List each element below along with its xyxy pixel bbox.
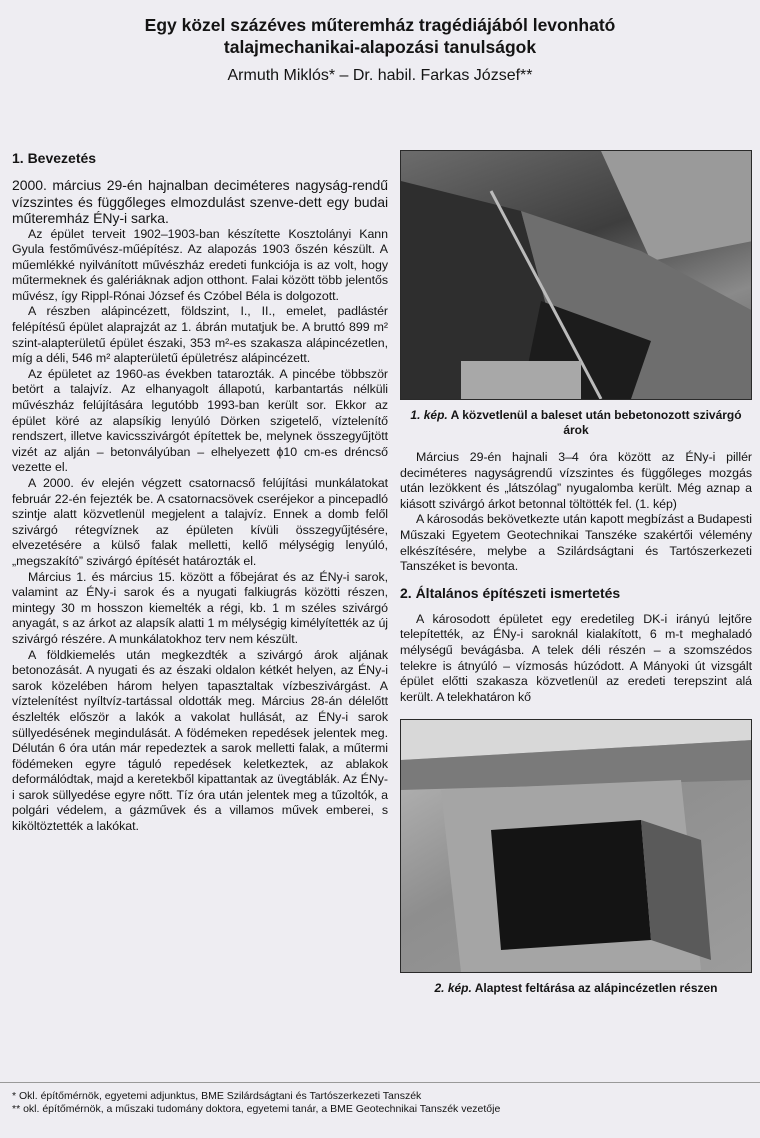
figure-2-caption bbox=[400, 981, 752, 996]
paragraph: A 2000. év elején végzett csatornacső felújítási munkálatokat február 22-én fejezték be. A csatornacsövek cseréjekor a pincepadló szintje alatt közvetlenül megjelent a talajvíz. Ennek a domb felől szivárgó rétegvíznek az épületen kívüli összegyűjtésére, elvezetésére a külső falak melletti, kellő mélységig lenyúló, „megszakító” szivárgó építését határozták el. bbox=[12, 476, 388, 568]
article-title bbox=[0, 14, 760, 58]
figure-1-photo bbox=[400, 150, 752, 400]
left-column bbox=[12, 150, 388, 835]
figure-1-number: 1. kép. bbox=[410, 408, 448, 422]
authors: Armuth Miklós* – Dr. habil. Farkas József** bbox=[227, 67, 533, 84]
footnotes bbox=[12, 1090, 752, 1116]
figure-1-caption bbox=[400, 408, 752, 438]
figure-2-number: 2. kép. bbox=[434, 981, 472, 996]
footnote-divider bbox=[0, 1082, 760, 1083]
right-column bbox=[400, 150, 752, 1008]
figure-2-caption-text: Alaptest feltárása az alápincézetlen részen bbox=[474, 981, 718, 996]
paragraph: Az épületet az 1960-as években tatarozták. A pincébe többször betört a talajvíz. Az elhanyagolt állapotú, karbantartás nélküli művészház felújítására legutóbb 1993-ban került sor. Ekkor az épület köré az alapsíkig lenyúló Dörken szigetelő, víztelenítő rendszert, illetve kavicsszivárgót építettek be, melynek összegyűjtött vizét az alján – betonvályúban – elhelyezett ϕ10 cm-es dréncső vezette el. bbox=[12, 366, 388, 475]
paragraph: A károsodás bekövetkezte után kapott megbízást a Budapesti Műszaki Egyetem Geotechnikai Tanszéke szakértői vélemény elkészítésére, melybe a Szilárdságtani és Tartószerkezeti Tanszéket is bevonta. bbox=[400, 512, 752, 574]
paragraph: A földkiemelés után megkezdték a szivárgó árok aljának betonozását. A nyugati és az északi oldalon kétkét helyen, az ÉNy-i sarok közelében három helyen tapasztaltak vízbeszivárgást. A víztelenítést nyíltvíz-tartással oldották meg. Március 28-án délelőtt észlelték először a lakók a vakolat hullását, az ÉNy-i sarok süllyedésének megindulását. A födémeken repedések jelentek meg. Délután 6 óra után már repedeztek a sarok melletti falak, a műtermi födémeken egyre táguló repedések keletkeztek, az ablakok deformálódtak, majd a keretekből kipattantak az üvegtáblák. Az ÉNy-i sarok süllyedése egyre nőtt. Tíz óra után jelentek meg a tűzoltók, a polgári védelem, a gázművek és a villamos művek emberei, s kiköltöztették a lakókat. bbox=[12, 647, 388, 834]
paragraph: Március 1. és március 15. között a főbejárat és az ÉNy-i sarok, valamint az ÉNy-i sarok és a nyugati falkiugrás közötti részen, mintegy 30 m hosszon kiemelték a régi, kb. 1 m széles szivárgó anyagát, s az árkot az alapsík alatti 1 m mélységig kimélyítették az új szivárgó részére. A munkálatokhoz terv nem készült. bbox=[12, 569, 388, 646]
footnote-2: ** okl. építőmérnök, a műszaki tudomány doktora, egyetemi tanár, a BME Geotechnikai Tanszék vezetője bbox=[12, 1103, 501, 1115]
figure-1-image bbox=[401, 151, 752, 399]
section-heading-general: 2. Általános építészeti ismertetés bbox=[400, 584, 621, 601]
figure-2-photo bbox=[400, 719, 752, 973]
paragraph: Március 29-én hajnali 3–4 óra között az ÉNy-i pillér deciméteres nagyságrendű vízszintes és függőleges mozgás után lezökkent és „látszólag” nyugalomba került. Még aznap a kiásott szivárgó árkot betonnal töltötték fel. (1. kép) bbox=[400, 450, 752, 511]
section-heading-intro: 1. Bevezetés bbox=[12, 150, 97, 166]
figure-2-image bbox=[401, 720, 752, 972]
article-header bbox=[0, 14, 760, 85]
paragraph-lead: 2000. március 29-én hajnalban deciméteres nagyság-rendű vízszintes és függőleges elmozdulást szenve-dett egy budai műteremház ÉNy-i sarka. bbox=[12, 177, 388, 226]
footnote-1: * Okl. építőmérnök, egyetemi adjunktus, BME Szilárdságtani és Tartószerkezeti Tanszék bbox=[12, 1090, 422, 1102]
paragraph: A részben alápincézett, földszint, I., II., emelet, padlástér felépítésű épület alaprajzát az 1. ábrán mutatjuk be. A bruttó 899 m² szint-alapterületű épület északi, 353 m²-es szakasza alápincézetlen, míg a déli, 546 m² alapterületű épületrész alápincézett. bbox=[12, 304, 388, 366]
title-line-2: talajmechanikai-alapozási tanulságok bbox=[223, 37, 537, 57]
figure-1-caption-text: A közvetlenül a baleset után bebetonozott szivárgó árok bbox=[450, 408, 742, 437]
paragraph: Az épület terveit 1902–1903-ban készítette Kosztolányi Kann Gyula festőművész-műépítész. Az alapozás 1903 őszén készült. A műemlékké nyilvánított művészház eredeti funkciója is az volt, hogy műtermeknek és galériáknak adjon otthont. Falai között több jelentős művész, így Rippl-Rónai József és Czóbel Béla is dolgozott. bbox=[12, 226, 388, 303]
paragraph: A károsodott épületet egy eredetileg DK-i irányú lejtőre telepítették, az ÉNy-i saroknál kialakított, 6 m-t meghaladó mélységű bevágásba. A telek déli részén – a szomszédos telekre is átnyúló – vízmosás húzódott. A Mányoki út vizsgált épület előtti szakasza közvetlenül az eredeti terepszint alá került. A telekhatáron kő bbox=[400, 611, 752, 704]
title-line-1: Egy közel százéves műteremház tragédiájából levonható bbox=[144, 15, 616, 35]
